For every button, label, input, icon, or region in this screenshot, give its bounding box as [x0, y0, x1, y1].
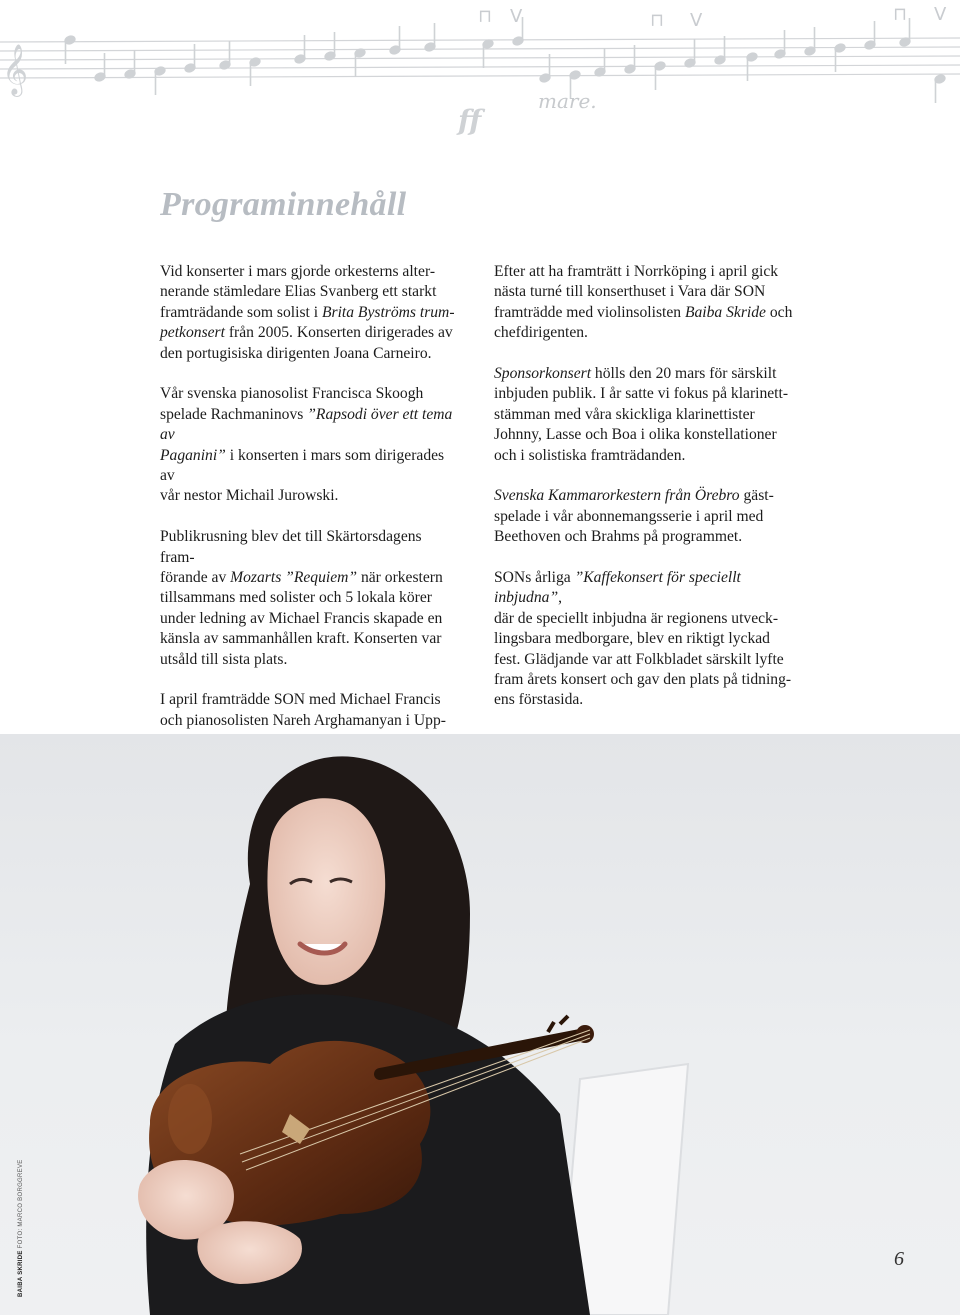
caption-credit: FOTO: MARCO BORGGREVE [18, 1159, 24, 1249]
italic-text-run: ”Rapsodi över ett tema av [160, 405, 453, 444]
italic-text-run: Brita Byströms trum- [321, 303, 455, 321]
text-run: gäst- [739, 487, 774, 505]
staff-line [0, 74, 960, 78]
text-run: under ledning av Michael Francis skapade en [160, 609, 443, 627]
text-run: vår nestor Michail Jurowski. [160, 487, 339, 505]
italic-text-run: petkonsert [160, 324, 225, 342]
italic-text-run: ”Kaffekonsert för speciellt inbjudna” [494, 569, 741, 607]
text-run: stämman med våra skickliga klarinettister [494, 405, 755, 423]
italic-text-run: Sponsorkonsert [494, 365, 592, 383]
text-run: Publikrusning blev det till Skärtorsdagens fram- [160, 528, 422, 566]
paragraph [494, 568, 794, 711]
text-run: utsåld till sista plats. [160, 650, 288, 668]
text-run: och pianosolisten Nareh Arghamanyan i Upp- [160, 711, 446, 729]
page-number: 6 [894, 1248, 904, 1270]
text-run: Efter att ha framträtt i Norrköping i april gick [494, 263, 779, 280]
text-run: och i solistiska framträdanden. [494, 446, 686, 464]
down-bow-icon: ⊓ [650, 10, 665, 31]
text-run: Vid konserter i mars gjorde orkesterns alter- [160, 263, 436, 280]
up-bow-icon: V [934, 4, 947, 25]
text-run: Johnny, Lasse och Boa i olika konstellationer [494, 426, 777, 444]
score-annotation: mare. [538, 89, 597, 113]
paragraph [160, 384, 460, 506]
text-run: när orkestern [357, 569, 443, 587]
text-run: framträdande som solist i [160, 303, 322, 321]
text-run: , [558, 589, 563, 607]
up-bow-icon: V [510, 6, 523, 27]
text-run: från 2005. Konserten dirigerades av [224, 324, 453, 342]
text-run: där de speciellt inbjudna är regionens utveck- [494, 609, 779, 627]
text-run: fest. Glädjande var att Folkbladet särskilt lyfte [494, 650, 784, 668]
text-run: den portugisiska dirigenten Joana Carneiro. [160, 344, 432, 362]
right-text-column [494, 262, 794, 731]
dynamic-mark: ff [458, 104, 482, 137]
text-run: Beethoven och Brahms på programmet. [494, 528, 743, 546]
paragraph [160, 262, 460, 364]
text-run: och [765, 303, 793, 321]
staff-line [0, 38, 960, 42]
photo-caption [18, 1159, 24, 1297]
text-run: SONs årliga [494, 569, 575, 587]
staff-line [0, 47, 960, 51]
text-run: inbjuden publik. I år satte vi fokus på klarinett- [494, 385, 789, 403]
down-bow-icon: ⊓ [478, 6, 493, 27]
text-run: hölls den 20 mars för särskilt [591, 365, 777, 383]
italic-text-run: Mozarts ”Requiem” [230, 569, 358, 587]
text-run: känsla av sammanhållen kraft. Konserten var [160, 630, 442, 648]
paragraph [494, 486, 794, 547]
paragraph [494, 262, 794, 344]
staff-line [0, 65, 960, 69]
sheet-music-decoration [0, 0, 960, 140]
text-run: ens förstasida. [494, 691, 584, 709]
text-run: förande av [160, 569, 231, 587]
down-bow-icon: ⊓ [893, 4, 908, 25]
text-run: i konserten i mars som dirigerades av [160, 446, 445, 485]
text-run: I april framträdde SON med Michael Francis [160, 691, 441, 709]
face [267, 798, 385, 985]
text-run: nästa turné till konserthuset i Vara där SON [494, 283, 766, 301]
text-run: tillsammans med solister och 5 lokala körer [160, 589, 432, 607]
text-run: spelade i vår abonnemangsserie i april med [494, 507, 764, 525]
italic-text-run: Paganini” [160, 446, 226, 464]
italic-text-run: Baiba Skride [684, 303, 766, 321]
violinist-illustration [0, 734, 960, 1315]
up-bow-icon: V [690, 10, 703, 31]
staff-line [0, 56, 960, 60]
text-run: Vår svenska pianosolist Francisca Skoogh [160, 385, 424, 403]
text-run: framträdde med violinsolisten [494, 303, 685, 321]
text-run: fram årets konsert och gav den plats på tidning- [494, 671, 792, 689]
paragraph [160, 527, 460, 670]
clef-icon: 𝄞 [2, 44, 29, 95]
caption-name: BAIBA SKRIDE [18, 1250, 24, 1297]
text-run: chefdirigenten. [494, 324, 588, 342]
paragraph [494, 364, 794, 466]
portrait-photo [0, 734, 960, 1315]
text-run: nerande stämledare Elias Svanberg ett starkt [160, 283, 437, 301]
text-run: lingsbara medborgare, blev en riktigt lyckad [494, 630, 770, 648]
left-text-column [160, 262, 460, 772]
text-run: spelade Rachmaninovs [160, 405, 308, 423]
italic-text-run: Svenska Kammarorkestern från Örebro [494, 487, 740, 505]
page-title: Programinnehåll [160, 186, 407, 223]
